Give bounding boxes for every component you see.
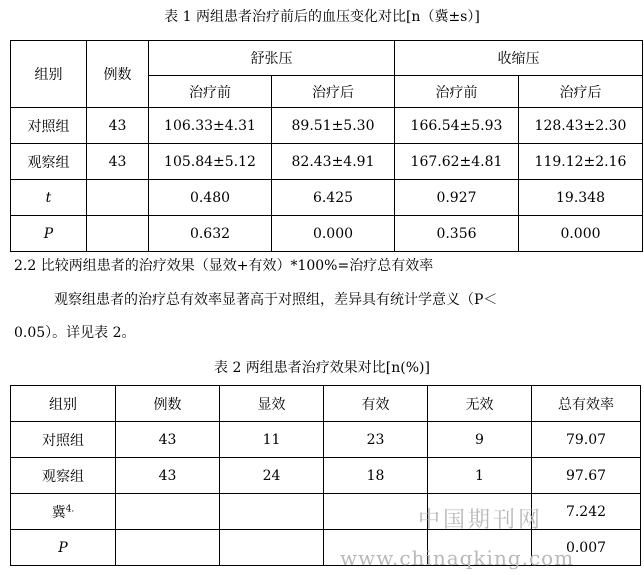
cell-value: 0.632	[149, 216, 272, 252]
cell-value: 1	[428, 458, 532, 494]
header-effective: 有效	[324, 386, 428, 422]
table2-caption: 表 2 两组患者治疗效果对比[n(%)]	[214, 360, 430, 376]
cell-cases	[87, 180, 149, 216]
table-row	[11, 108, 643, 144]
cell-group: 观察组	[11, 458, 116, 494]
table-row	[11, 144, 643, 180]
header-systolic: 收缩压	[395, 41, 643, 76]
cell-value: 167.62±4.81	[395, 144, 519, 180]
cell-value: 0.927	[395, 180, 519, 216]
table2	[10, 385, 641, 566]
header-group: 组别	[11, 386, 116, 422]
cell-value: 19.348	[519, 180, 643, 216]
cell-value: 119.12±2.16	[519, 144, 643, 180]
cell-value	[220, 494, 324, 530]
cell-value: 0.000	[519, 216, 643, 252]
cell-value: 97.67	[532, 458, 641, 494]
cell-value: 128.43±2.30	[519, 108, 643, 144]
cell-group: 观察组	[11, 144, 87, 180]
cell-value: 7.242	[532, 494, 641, 530]
paragraph-line-1: 观察组患者的治疗总有效率显著高于对照组，差异具有统计学意义（P＜	[54, 292, 498, 308]
header-cases: 例数	[87, 41, 149, 108]
cell-cases: 43	[87, 144, 149, 180]
cell-stat-p: P	[11, 530, 116, 566]
cell-value: 11	[220, 422, 324, 458]
cell-value: 6.425	[272, 180, 395, 216]
watermark-cn: 中国期刊网	[418, 508, 544, 533]
header-diastolic: 舒张压	[149, 41, 395, 76]
cell-value: 18	[324, 458, 428, 494]
cell-value: 89.51±5.30	[272, 108, 395, 144]
cell-group: 对照组	[11, 108, 87, 144]
header-systolic-after: 治疗后	[519, 76, 643, 108]
cell-value	[324, 494, 428, 530]
cell-value: 43	[116, 458, 220, 494]
cell-value: 23	[324, 422, 428, 458]
cell-value: 79.07	[532, 422, 641, 458]
chi-symbol: 冀	[51, 504, 66, 521]
header-marked: 显效	[220, 386, 324, 422]
cell-value	[116, 494, 220, 530]
cell-value: 166.54±5.93	[395, 108, 519, 144]
cell-cases: 43	[87, 108, 149, 144]
header-diastolic-before: 治疗前	[149, 76, 272, 108]
cell-value: 9	[428, 422, 532, 458]
cell-value: 24	[220, 458, 324, 494]
cell-value: 0.480	[149, 180, 272, 216]
cell-value	[220, 530, 324, 566]
table-row	[11, 422, 641, 458]
table-row	[11, 180, 643, 216]
cell-value	[116, 530, 220, 566]
table-row	[11, 216, 643, 252]
table-row	[11, 458, 641, 494]
header-group: 组别	[11, 41, 87, 108]
cell-stat-t: t	[11, 180, 87, 216]
chi-superscript: 4.	[65, 503, 75, 514]
section-heading: 2.2 比较两组患者的治疗效果（显效+有效）*100%=治疗总有效率	[14, 258, 434, 274]
header-total-rate: 总有效率	[532, 386, 641, 422]
cell-group: 对照组	[11, 422, 116, 458]
header-systolic-before: 治疗前	[395, 76, 519, 108]
table1-caption: 表 1 两组患者治疗前后的血压变化对比[n（冀±s）]	[164, 9, 480, 25]
paragraph-line-2: 0.05）。详见表 2。	[14, 325, 136, 341]
cell-value: 0.000	[272, 216, 395, 252]
header-ineffective: 无效	[428, 386, 532, 422]
cell-stat-chi	[11, 494, 116, 530]
cell-stat-p: P	[11, 216, 87, 252]
header-cases: 例数	[116, 386, 220, 422]
table1	[10, 40, 643, 252]
cell-value: 105.84±5.12	[149, 144, 272, 180]
cell-cases	[87, 216, 149, 252]
cell-value: 106.33±4.31	[149, 108, 272, 144]
header-diastolic-after: 治疗后	[272, 76, 395, 108]
cell-value: 43	[116, 422, 220, 458]
table-row	[11, 494, 641, 530]
cell-value: 0.356	[395, 216, 519, 252]
cell-value: 0.007	[532, 530, 641, 566]
cell-value: 82.43±4.91	[272, 144, 395, 180]
watermark-url: www.chinaqking.com	[340, 546, 575, 570]
